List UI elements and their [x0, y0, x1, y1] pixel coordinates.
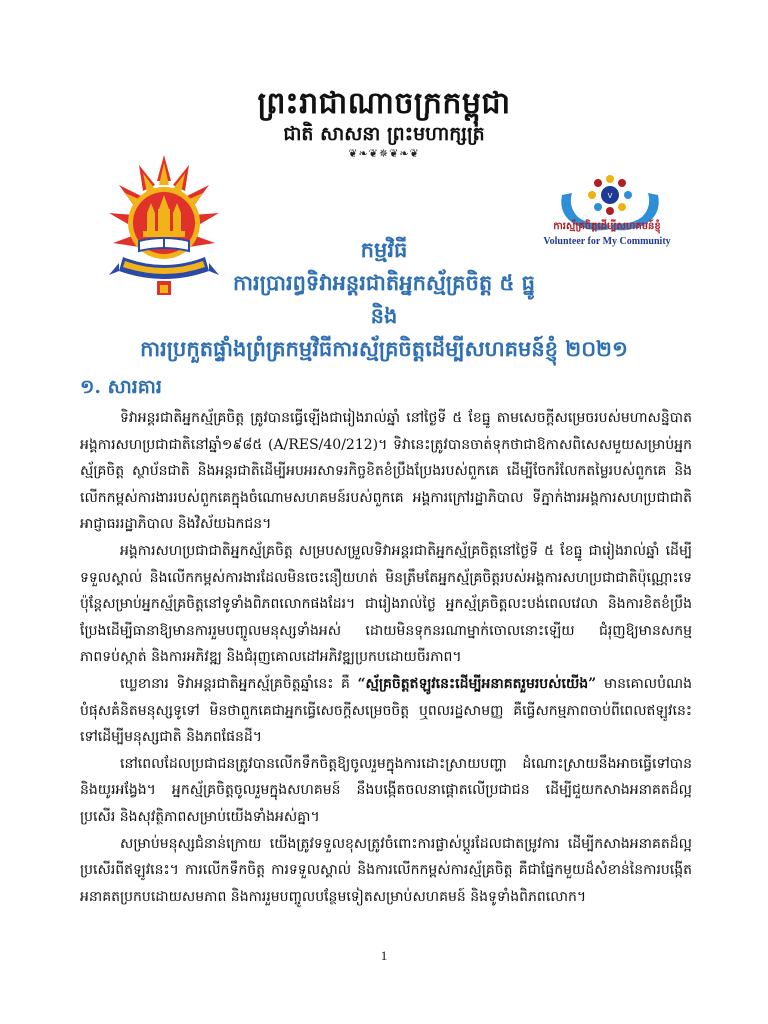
page-number: 1 [380, 948, 388, 963]
section-heading: ១. សារគារ [80, 376, 162, 398]
paragraph-theme [80, 671, 692, 751]
event-title-conjunction: និង [370, 303, 398, 328]
ornament-divider: ❦❧❦✵❦❧❦ [348, 147, 420, 160]
logo-caption-english: Volunteer for My Community [543, 236, 671, 247]
national-motto: ជាតិ សាសនា ព្រះមហាក្សត្រ [283, 123, 485, 145]
theme-tail: មានគោលបំណងបំផុសគំនិតមនុស្សទូទៅ មិនថាពួកគេជាអ្នកធ្វើសេចក្តីសម្រេចចិត្ត ឬពលរដ្ឋសាមញ្ញ គឺធ្វើសកម្មភាពចាប់ពីពេលឥឡូវនេះទៅដើម្បីមនុស្សជាតិ និងភពផែនដី។ [80, 675, 692, 746]
theme-highlight: “ស្ម័គ្រចិត្តឥឡូវនេះដើម្បីអនាគតរួមរបស់យើង” [357, 675, 597, 692]
theme-intro: ឃ្លេខានារ ទិវាអន្តរជាតិអ្នកស្ម័គ្រចិត្តឆ្នាំនេះ គឺ [120, 675, 358, 692]
paragraph: នៅពេលដែលប្រជាជនត្រូវបានលើកទឹកចិត្តឱ្យចូលរួមក្នុងការដោះស្រាយបញ្ហា ដំណោះស្រាយនឹងអាចធ្វើទៅបាន និងយូរអង្វែង។ អ្នកស្ម័គ្រចិត្តចូលរួមក្នុងសហគមន៍ នឹងបង្កើតចលនាផ្តោតលើប្រជាជន ដើម្បីជួយកសាងអនាគតដ៏ល្អប្រសើរ និងសុវត្ថិភាពសម្រាប់យើងទាំងអស់គ្នា។ [80, 755, 692, 825]
kingdom-title: ព្រះរាជាណាចក្រកម្ពុជា [257, 86, 511, 121]
paragraph: ទិវាអន្តរជាតិអ្នកស្ម័គ្រចិត្ត ត្រូវបានធ្វើឡើងជារៀងរាល់ឆ្នាំ នៅថ្ងៃទី ៥ ខែធ្នូ តាមសេចក្តីសម្រេចរបស់មហាសន្និបាតអង្គការសហប្រជាជាតិនៅឆ្នាំ១៩៨៥ (A/RES/40/212)។ ទិវានេះត្រូវបានចាត់ទុកថាជាឱកាសពិសេសមួយសម្រាប់អ្នកស្ម័គ្រចិត្ត ស្ថាប័នជាតិ និងអន្តរជាតិដើម្បីអបអរសាទរកិច្ចខិតខំប្រឹងប្រែងរបស់ពួកគេ ដើម្បីចែករំលែកតម្លៃរបស់ពួកគេ និងលើកកម្ពស់ការងាររបស់ពួកគេក្នុងចំណោមសហគមន៍របស់ពួកគេ អង្គការក្រៅរដ្ឋាភិបាល ទីភ្នាក់ងារអង្គការសហប្រជាជាតិ អាជ្ញាធររដ្ឋាភិបាល និងវិស័យឯកជន។ [80, 410, 692, 533]
svg-text:V: V [607, 192, 613, 200]
paragraph: សម្រាប់មនុស្សជំនាន់ក្រោយ យើងត្រូវទទួលខុសត្រូវចំពោះការផ្លាស់ប្តូរដែលជាតម្រូវការ ដើម្បីកសាងអនាគតដ៏ល្អប្រសើរពីឥឡូវនេះ។ ការលើកទឹកចិត្ត ការទទួលស្គាល់ និងការលើកកម្ពស់ការស្ម័គ្រចិត្ត គឺជាផ្នែកមួយដ៏សំខាន់នៃការបង្កើតអនាគតប្រកបដោយសមភាព និងការរួមបញ្ចូលបន្ថែមទៀតសម្រាប់សហគមន៍ និងទូទាំងពិភពលោក។ [80, 835, 692, 905]
logo-caption-khmer: ការស្ម័គ្រចិត្តដើម្បីសហគមន៍ខ្ញុំ [553, 221, 661, 232]
program-title: កម្មវិធី [360, 237, 408, 262]
body-text [80, 405, 692, 910]
paragraph: អង្គការសហប្រជាជាតិអ្នកស្ម័គ្រចិត្ត សម្របសម្រួលទិវាអន្តរជាតិអ្នកស្ម័គ្រចិត្តនៅថ្ងៃទី ៥ ខែធ្នូ ជារៀងរាល់ឆ្នាំ ដើម្បីទទួលស្គាល់ និងលើកកម្ពស់ការងារដែលមិនចេះនឿយហត់ មិនត្រឹមតែអ្នកស្ម័គ្រចិត្តរបស់អង្គការសហប្រជាជាតិប៉ុណ្ណោះទេ ប៉ុន្តែសម្រាប់អ្នកស្ម័គ្រចិត្តនៅទូទាំងពិភពលោកផងដែរ។ ជារៀងរាល់ថ្ងៃ អ្នកស្ម័គ្រចិត្តលះបង់ពេលវេលា និងការខិតខំប្រឹងប្រែងដើម្បីធានាឱ្យមានការរួមបញ្ចូលមនុស្សទាំងអស់ ដោយមិនទុកនរណាម្នាក់ចោលនោះឡើយ ជំរុញឱ្យមានសកម្មភាពទប់ស្កាត់ និងការអភិវឌ្ឍ និងជំរុញគោលដៅអភិវឌ្ឍប្រកបដោយចីរភាព។ [80, 542, 692, 666]
event-title-line: ការប្រារព្ធទិវាអន្តរជាតិអ្នកស្ម័គ្រចិត្ត ៥ ធ្នូ [233, 270, 535, 295]
contest-title-line: ការប្រកួតផ្ទាំងព្រំគ្រកម្មវិធីការស្ម័គ្រចិត្តដើម្បីសហគមន៍ខ្ញុំ ២០២១ [140, 336, 628, 361]
